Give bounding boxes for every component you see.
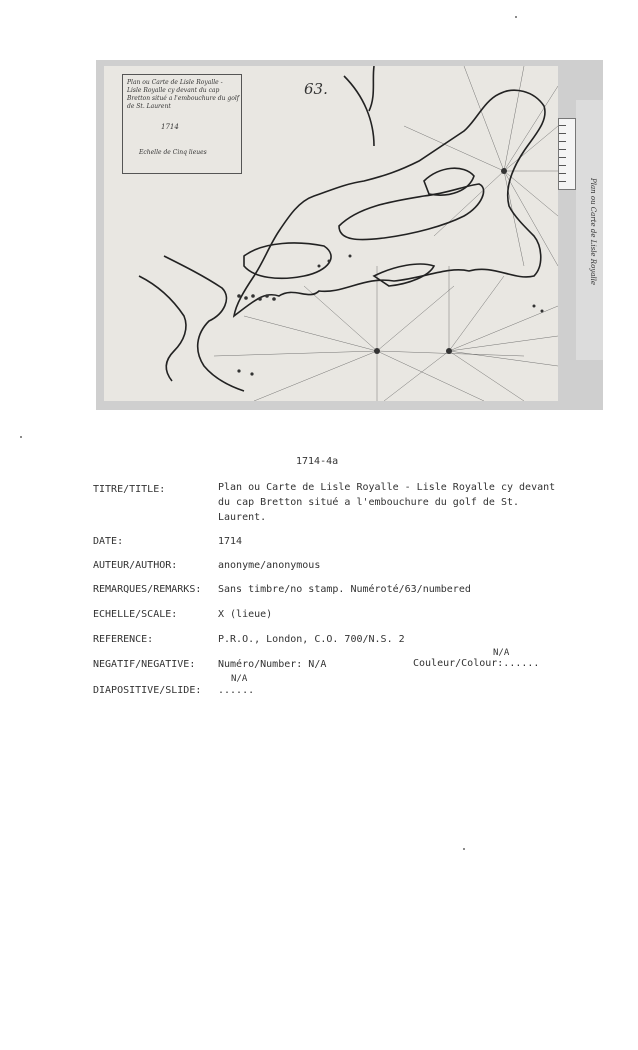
label-scale: ECHELLE/SCALE:	[93, 609, 178, 620]
negative-colour-label: Couleur/Colour:......	[413, 658, 540, 669]
map-cartouche	[122, 74, 242, 174]
cartouche-title: Plan ou Carte de Lisle Royalle - Lisle Royalle cy devant du cap Bretton situé a l'embouchure du golf de St. Laurent	[127, 79, 239, 110]
compass-rose-south-west	[214, 266, 524, 401]
value-title: Plan ou Carte de Lisle Royalle - Lisle Royalle cy devant du cap Bretton situé a l'embouchure du golf de St. Laurent.	[218, 482, 556, 523]
label-slide: DIAPOSITIVE/SLIDE:	[93, 685, 202, 696]
map-photograph	[96, 60, 603, 410]
label-remarks: REMARQUES/REMARKS:	[93, 584, 202, 595]
value-date: 1714	[218, 536, 243, 547]
label-date: DATE:	[93, 536, 124, 547]
value-author: anonyme/anonymous	[218, 560, 321, 571]
scan-speck	[515, 16, 517, 18]
photo-scale-ruler	[558, 118, 576, 190]
slide-dots: ......	[218, 685, 255, 696]
side-handwritten-note: Plan ou Carte de Lisle Royalle	[589, 178, 597, 286]
value-remarks: Sans timbre/no stamp. Numéroté/63/numbered	[218, 584, 471, 595]
label-title: TITRE/TITLE:	[93, 484, 166, 495]
value-reference: P.R.O., London, C.O. 700/N.S. 2	[218, 634, 405, 645]
value-negative-number: Numéro/Number: N/A	[218, 659, 327, 670]
cartouche-date: 1714	[161, 123, 179, 131]
negative-colour-value: N/A	[493, 648, 510, 658]
map-sheet	[104, 66, 558, 401]
slide-value: N/A	[231, 674, 248, 684]
compass-rose-south-east	[384, 266, 558, 401]
scan-speck	[463, 848, 465, 850]
label-reference: REFERENCE:	[93, 634, 154, 645]
label-author: AUTEUR/AUTHOR:	[93, 560, 178, 571]
scan-speck	[20, 436, 22, 438]
compass-rose-lines	[214, 66, 558, 401]
cartouche-scale-label: Echelle de Cinq lieues	[139, 149, 207, 156]
label-negative: NEGATIF/NEGATIVE:	[93, 659, 196, 670]
map-sheet-number: 63.	[304, 80, 328, 98]
value-scale: X (lieue)	[218, 609, 273, 620]
catalog-number: 1714-4a	[296, 456, 339, 467]
